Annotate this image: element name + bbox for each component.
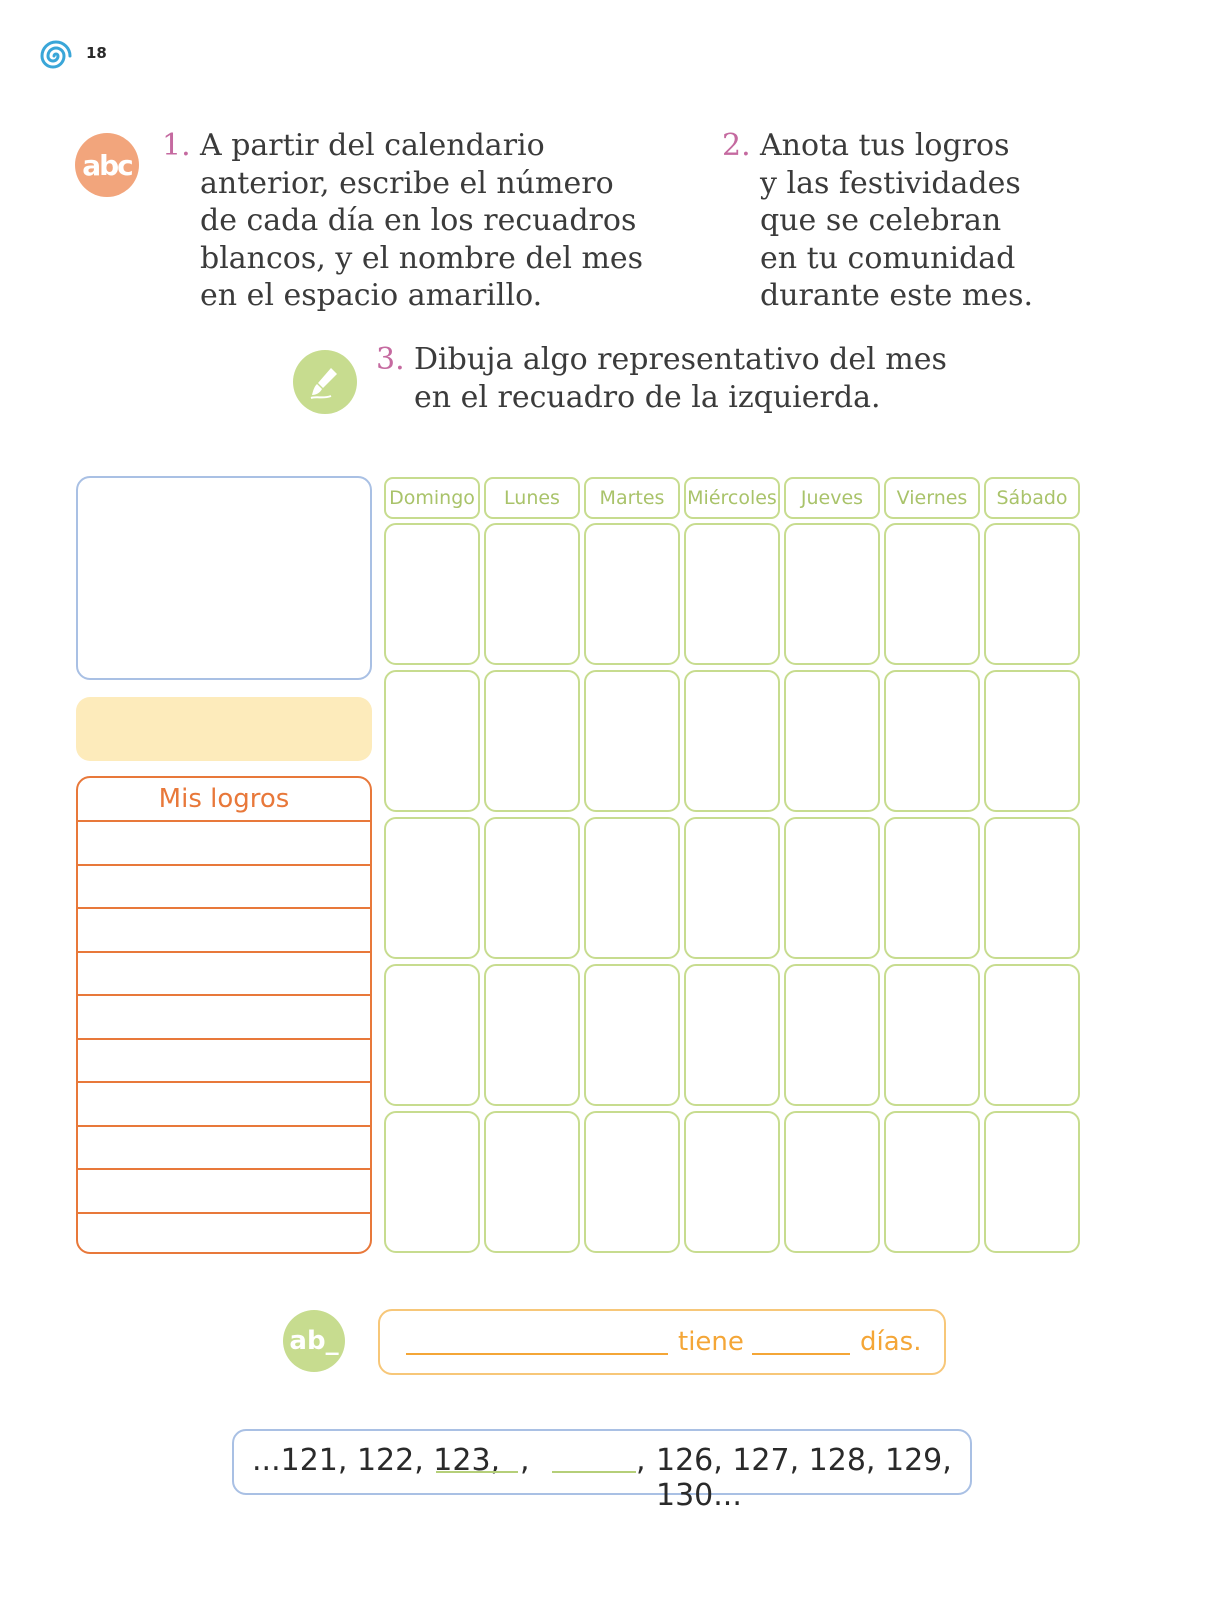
calendar-day-cell[interactable] (784, 523, 880, 665)
calendar-day-cell[interactable] (984, 817, 1080, 959)
instruction-2-number: 2. (722, 128, 751, 163)
calendar-day-cell[interactable] (484, 964, 580, 1106)
weekday-header: Domingo (384, 477, 480, 519)
month-name-field[interactable] (76, 697, 372, 761)
achievement-line[interactable] (78, 953, 370, 997)
calendar-day-cell[interactable] (684, 964, 780, 1106)
calendar-day-cell[interactable] (484, 817, 580, 959)
calendar-day-cell[interactable] (684, 670, 780, 812)
instruction-1-text: A partir del calendario anterior, escribe el número de cada día en los recuadros blancos, y el nombre del mes en el espacio amarillo. (200, 128, 644, 313)
calendar-day-cell[interactable] (784, 964, 880, 1106)
calendar-day-cell[interactable] (884, 670, 980, 812)
abc-badge-icon: abc (75, 133, 139, 197)
calendar-day-cell[interactable] (584, 1111, 680, 1253)
achievement-line[interactable] (78, 1040, 370, 1084)
calendar-day-cell[interactable] (684, 1111, 780, 1253)
calendar-day-cell[interactable] (884, 523, 980, 665)
calendar-day-cell[interactable] (784, 670, 880, 812)
number-sequence (232, 1429, 972, 1513)
calendar-day-cell[interactable] (784, 1111, 880, 1253)
calendar-day-cell[interactable] (584, 964, 680, 1106)
instruction-3-number: 3. (376, 342, 405, 377)
calendar-day-cell[interactable] (584, 817, 680, 959)
achievement-line[interactable] (78, 822, 370, 866)
spiral-logo-icon (38, 38, 74, 74)
calendar-day-cell[interactable] (884, 817, 980, 959)
instruction-3-text: Dibuja algo representativo del mes en el recuadro de la izquierda. (414, 342, 947, 415)
achievement-line[interactable] (78, 1170, 370, 1214)
calendar-day-cell[interactable] (984, 964, 1080, 1106)
paintbrush-badge-icon (293, 350, 357, 414)
month-blank[interactable] (406, 1353, 668, 1355)
dias-word: días. (860, 1327, 922, 1357)
achievement-line[interactable] (78, 1214, 370, 1255)
sequence-end: 126, 127, 128, 129, 130... (656, 1443, 952, 1513)
tiene-word: tiene (678, 1327, 744, 1357)
achievement-line[interactable] (78, 996, 370, 1040)
achievement-line[interactable] (78, 866, 370, 910)
instruction-2-text: Anota tus logros y las festividades que se celebran en tu comunidad durante este mes. (760, 128, 1034, 313)
calendar-day-cell[interactable] (884, 964, 980, 1106)
instruction-2 (722, 127, 1072, 327)
calendar-day-cell[interactable] (584, 523, 680, 665)
calendar-day-cell[interactable] (984, 670, 1080, 812)
sequence-blank-2[interactable] (552, 1471, 636, 1473)
calendar-day-cell[interactable] (984, 523, 1080, 665)
calendar-day-cell[interactable] (784, 817, 880, 959)
weekday-header: Martes (584, 477, 680, 519)
days-in-month-sentence (378, 1309, 946, 1375)
weekday-header: Miércoles (684, 477, 780, 519)
ab-fill-badge-icon: ab_ (283, 1310, 345, 1372)
achievement-line[interactable] (78, 1127, 370, 1171)
calendar-day-cell[interactable] (384, 670, 480, 812)
calendar-day-cell[interactable] (384, 964, 480, 1106)
calendar-day-cell[interactable] (584, 670, 680, 812)
weekday-header: Viernes (884, 477, 980, 519)
calendar-day-cell[interactable] (484, 670, 580, 812)
weekday-header: Jueves (784, 477, 880, 519)
sequence-sep-1: , (520, 1443, 530, 1478)
sequence-sep-2: , (636, 1443, 646, 1478)
calendar-day-cell[interactable] (684, 523, 780, 665)
achievement-line[interactable] (78, 909, 370, 953)
calendar-day-cell[interactable] (984, 1111, 1080, 1253)
calendar-day-cell[interactable] (484, 523, 580, 665)
drawing-box[interactable] (76, 476, 372, 680)
instruction-3 (376, 341, 1016, 421)
calendar-day-cell[interactable] (384, 817, 480, 959)
calendar-day-cell[interactable] (384, 1111, 480, 1253)
achievements-list (76, 776, 372, 1254)
instruction-1 (162, 127, 682, 327)
achievements-title: Mis logros (78, 778, 370, 822)
calendar-day-cell[interactable] (484, 1111, 580, 1253)
page-number: 18 (86, 44, 107, 62)
achievement-line[interactable] (78, 1083, 370, 1127)
calendar-day-cell[interactable] (884, 1111, 980, 1253)
sequence-blank-1[interactable] (436, 1471, 518, 1473)
day-count-blank[interactable] (752, 1353, 850, 1355)
calendar-day-cell[interactable] (384, 523, 480, 665)
instruction-1-number: 1. (162, 128, 191, 163)
weekday-header: Lunes (484, 477, 580, 519)
calendar-day-cell[interactable] (684, 817, 780, 959)
sequence-start: ...121, 122, 123, (252, 1443, 501, 1478)
weekday-header: Sábado (984, 477, 1080, 519)
